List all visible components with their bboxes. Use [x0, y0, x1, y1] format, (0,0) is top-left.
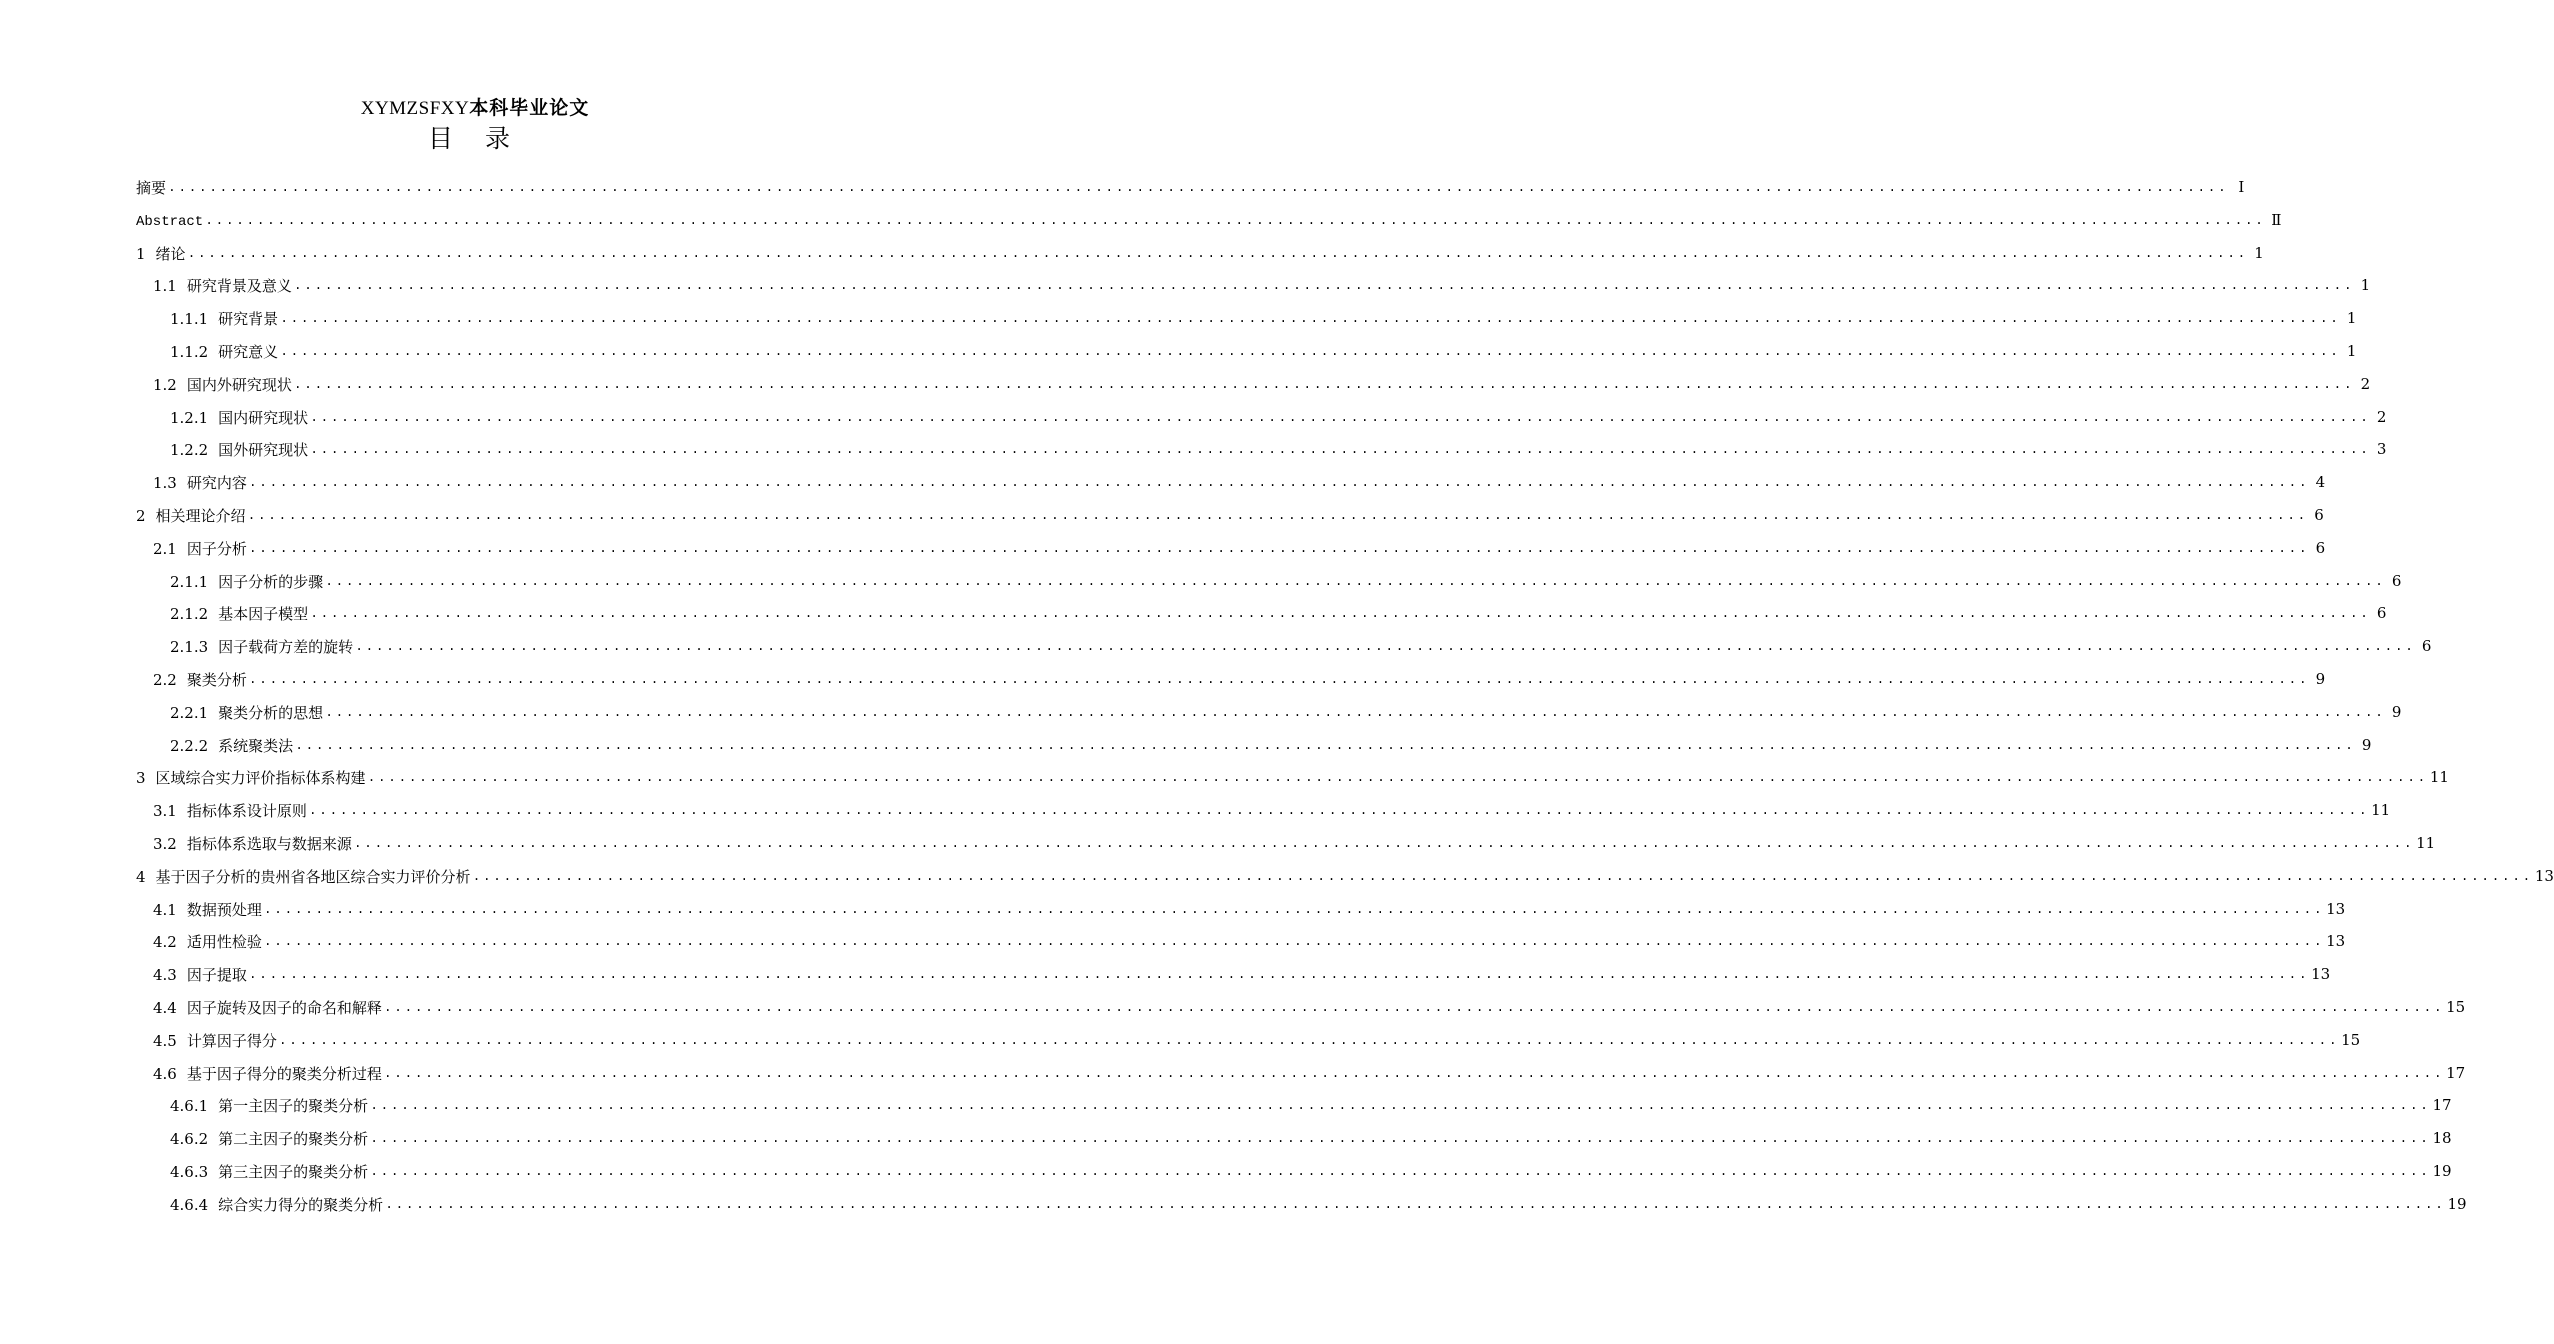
toc-entry-label: [153, 964, 247, 985]
toc-entry[interactable]: [170, 1188, 2467, 1220]
toc-entry[interactable]: [170, 696, 2402, 728]
toc-entry-text: 研究背景: [218, 309, 279, 328]
toc-entry[interactable]: [153, 269, 2371, 301]
toc-entry-text: 因子提取: [186, 965, 247, 984]
toc-entry-number: 4.6.1: [170, 1096, 209, 1115]
toc-leader-dots: ........................................................................................................................................................................................................: [187, 245, 2248, 261]
toc-entry-label: [153, 538, 247, 559]
toc-entry[interactable]: [153, 991, 2466, 1023]
toc-page-number: 1: [2360, 276, 2371, 294]
toc-page-number: 19: [2447, 1195, 2467, 1213]
toc-entry-text: 指标体系设计原则: [186, 801, 307, 820]
toc-entry[interactable]: [170, 335, 2357, 367]
toc-entry-text: 适用性检验: [186, 932, 262, 951]
toc-page-number: 18: [2432, 1129, 2452, 1147]
toc-entry-number: 1.1.2: [170, 342, 209, 361]
toc-entry-label: [153, 997, 382, 1018]
toc-entry-label: [170, 407, 308, 428]
toc-entry[interactable]: [153, 1057, 2466, 1089]
toc-leader-dots: ........................................................................................................................................................................................................: [353, 835, 2415, 851]
toc-page-number: 2: [2376, 408, 2387, 426]
toc-entry-text: 聚类分析的思想: [218, 703, 324, 722]
toc-leader-dots: ........................................................................................................................................................................................................: [280, 310, 2341, 326]
toc-entry-label: [136, 767, 366, 788]
toc-entry[interactable]: [136, 204, 2282, 236]
toc-entry-label: [153, 1030, 277, 1051]
toc-entry-number: 2.2.1: [170, 703, 209, 722]
toc-page-number: 11: [2429, 768, 2449, 786]
toc-entry-number: 3: [136, 768, 146, 787]
toc-entry-label: [170, 1194, 383, 1215]
toc-entry-text: 聚类分析: [186, 670, 247, 689]
toc-entry-text: 第三主因子的聚类分析: [218, 1162, 369, 1181]
toc-leader-dots: ........................................................................................................................................................................................................: [278, 1032, 2340, 1048]
header-cjk: 本科毕业论文: [469, 97, 590, 119]
toc-entry[interactable]: [136, 171, 2245, 203]
toc-entry-number: 4.3: [153, 965, 177, 984]
toc-entry[interactable]: [170, 630, 2432, 662]
toc-leader-dots: ........................................................................................................................................................................................................: [325, 704, 2386, 720]
toc-page-number: 1: [2346, 342, 2357, 360]
toc-page-number: 6: [2391, 572, 2402, 590]
toc-entry[interactable]: [153, 368, 2371, 400]
toc-entry-label: [153, 800, 307, 821]
toc-entry-text: 系统聚类法: [218, 736, 294, 755]
toc-page-number: 6: [2314, 506, 2324, 524]
toc-page-number: 3: [2376, 440, 2387, 458]
toc-entry-text: 国外研究现状: [218, 440, 309, 459]
toc-entry-text: 区域综合实力评价指标体系构建: [155, 768, 366, 787]
toc-entry-number: 1.2: [153, 375, 177, 394]
toc-leader-dots: ........................................................................................................................................................................................................: [248, 474, 2310, 490]
toc-entry-label: [170, 603, 308, 624]
toc-entry-number: 1: [136, 244, 146, 263]
toc-entry-number: 1.2.2: [170, 440, 209, 459]
toc-entry-label: [170, 1095, 368, 1116]
toc-page-number: 1: [2346, 309, 2357, 327]
toc-entry-text: 基于因子分析的贵州省各地区综合实力评价分析: [155, 867, 471, 886]
toc-leader-dots: ........................................................................................................................................................................................................: [385, 1196, 2446, 1212]
toc-page-number: 13: [2326, 900, 2346, 918]
toc-leader-dots: ........................................................................................................................................................................................................: [472, 868, 2533, 884]
toc-entry-text: 综合实力得分的聚类分析: [218, 1195, 384, 1214]
toc-page-number: 11: [2371, 801, 2391, 819]
toc-leader-dots: ........................................................................................................................................................................................................: [383, 1065, 2445, 1081]
toc-entry-label: [170, 341, 278, 362]
toc-entry-text: 国内研究现状: [218, 408, 309, 427]
toc-entry-text: 研究内容: [186, 473, 247, 492]
toc-entry-text: 因子分析: [186, 539, 247, 558]
toc-entry-number: 1.1: [153, 276, 177, 295]
toc-leader-dots: ........................................................................................................................................................................................................: [310, 441, 2371, 457]
toc-page-number: 6: [2315, 539, 2326, 557]
toc-entry-label: [153, 833, 352, 854]
toc-entry[interactable]: [136, 761, 2449, 793]
toc-entry-label: [170, 735, 293, 756]
toc-entry-number: 2: [136, 506, 146, 525]
toc-entry[interactable]: [153, 958, 2331, 990]
toc-page-number: 11: [2416, 834, 2436, 852]
toc-entry-text: 第一主因子的聚类分析: [218, 1096, 369, 1115]
toc-entry[interactable]: [170, 597, 2387, 629]
toc-entry-label: [170, 439, 308, 460]
toc-title: 目 录: [428, 124, 522, 153]
toc-leader-dots: ........................................................................................................................................................................................................: [325, 573, 2386, 589]
toc-entry-number: 1.2.1: [170, 408, 209, 427]
toc-page-number: 6: [2376, 604, 2387, 622]
toc-leader-dots: ........................................................................................................................................................................................................: [247, 507, 2308, 523]
toc-page-number: 9: [2391, 703, 2402, 721]
toc-page-number: Ⅰ: [2238, 178, 2245, 196]
toc-entry[interactable]: [153, 466, 2326, 498]
toc-entry-label: [170, 1128, 368, 1149]
toc-leader-dots: ........................................................................................................................................................................................................: [293, 376, 2355, 392]
toc-entry-number: 4: [136, 867, 146, 886]
toc-leader-dots: ........................................................................................................................................................................................................: [310, 409, 2371, 425]
toc-entry-label: [170, 308, 278, 329]
toc-page-number: 9: [2315, 670, 2326, 688]
toc-leader-dots: ........................................................................................................................................................................................................: [248, 671, 2310, 687]
toc-page-number: 4: [2315, 473, 2326, 491]
toc-entry-label: [153, 931, 262, 952]
toc-entry[interactable]: [153, 925, 2346, 957]
toc-entry-label: [136, 243, 186, 264]
toc-entry[interactable]: [170, 565, 2402, 597]
toc-entry[interactable]: [170, 1155, 2452, 1187]
toc-page-number: 9: [2361, 736, 2372, 754]
toc-leader-dots: ........................................................................................................................................................................................................: [355, 638, 2416, 654]
toc-entry-number: 2.2: [153, 670, 177, 689]
toc-entry-number: 2.1: [153, 539, 177, 558]
toc-entry-text: 研究背景及意义: [186, 276, 292, 295]
toc-page-number: 15: [2341, 1031, 2361, 1049]
toc-leader-dots: ........................................................................................................................................................................................................: [367, 769, 2428, 785]
toc-entry[interactable]: [153, 893, 2346, 925]
toc-entry-number: 4.4: [153, 998, 177, 1017]
toc-entry[interactable]: [153, 532, 2326, 564]
toc-entry-label: [170, 1161, 368, 1182]
toc-leader-dots: ........................................................................................................................................................................................................: [263, 901, 2325, 917]
toc-entry-number: 4.6.3: [170, 1162, 209, 1181]
toc-entry-text: 国内外研究现状: [186, 375, 292, 394]
toc-leader-dots: ........................................................................................................................................................................................................: [293, 277, 2355, 293]
toc-entry[interactable]: [153, 794, 2391, 826]
toc-entry[interactable]: [170, 1122, 2452, 1154]
toc-leader-dots: ........................................................................................................................................................................................................: [383, 999, 2445, 1015]
toc-entry[interactable]: [153, 1024, 2361, 1056]
toc-page-number: 19: [2432, 1162, 2452, 1180]
toc-entry-text: 基本因子模型: [218, 604, 309, 623]
toc-page-number: 17: [2432, 1096, 2452, 1114]
toc-leader-dots: ........................................................................................................................................................................................................: [370, 1130, 2431, 1146]
toc-entry-number: 1.1.1: [170, 309, 209, 328]
toc-entry-text: 因子旋转及因子的命名和解释: [186, 998, 382, 1017]
toc-entry[interactable]: [136, 860, 2554, 892]
toc-entry-number: 3.2: [153, 834, 177, 853]
toc-entry-label: [153, 472, 247, 493]
toc-entry-text: 第二主因子的聚类分析: [218, 1129, 369, 1148]
toc-entry-number: 4.2: [153, 932, 177, 951]
document-header: [0, 96, 950, 121]
toc-entry-number: 4.6.4: [170, 1195, 209, 1214]
toc-entry-label: [136, 211, 203, 230]
toc-entry-label: [170, 702, 323, 723]
toc-entry-number: 4.5: [153, 1031, 177, 1050]
toc-entry[interactable]: [170, 729, 2372, 761]
toc-entry-label: [153, 669, 247, 690]
toc-entry-label: [153, 899, 262, 920]
toc-page-number: 6: [2421, 637, 2432, 655]
toc-leader-dots: ........................................................................................................................................................................................................: [280, 343, 2341, 359]
toc-entry-label: [153, 1063, 382, 1084]
toc-page-number: 15: [2446, 998, 2466, 1016]
toc-entry-text: 指标体系选取与数据来源: [186, 834, 352, 853]
toc-entry-number: 2.1.1: [170, 572, 209, 591]
toc-page-number: 2: [2360, 375, 2371, 393]
toc-entry[interactable]: [153, 827, 2436, 859]
toc-page-number: 17: [2446, 1064, 2466, 1082]
toc-page-number: Ⅱ: [2271, 211, 2282, 229]
toc-entry-label: [136, 177, 166, 198]
toc-entry-text: 绪论: [155, 244, 186, 263]
toc-entry-number: 4.1: [153, 900, 177, 919]
toc-entry[interactable]: [153, 663, 2326, 695]
toc-entry-text: 数据预处理: [186, 900, 262, 919]
toc-leader-dots: ........................................................................................................................................................................................................: [248, 966, 2310, 982]
toc-page-number: 13: [2311, 965, 2331, 983]
toc-leader-dots: ........................................................................................................................................................................................................: [370, 1163, 2431, 1179]
toc-page-number: 1: [2254, 244, 2264, 262]
toc-entry-number: 2.2.2: [170, 736, 209, 755]
toc-entry-label: [153, 374, 292, 395]
toc-entry-number: 4.6: [153, 1064, 177, 1083]
toc-entry-label: [170, 571, 323, 592]
toc-entry[interactable]: [170, 401, 2387, 433]
toc-entry[interactable]: [136, 499, 2324, 531]
toc-entry-label: [170, 636, 353, 657]
toc-entry-text: 研究意义: [218, 342, 279, 361]
toc-leader-dots: ........................................................................................................................................................................................................: [168, 179, 2229, 195]
toc-entry-text: 基于因子得分的聚类分析过程: [186, 1064, 382, 1083]
toc-page-number: 13: [2534, 867, 2554, 885]
toc-entry[interactable]: [170, 1089, 2452, 1121]
toc-entry[interactable]: [170, 302, 2357, 334]
toc-leader-dots: ........................................................................................................................................................................................................: [205, 212, 2266, 228]
toc-entry-label: [136, 505, 246, 526]
toc-entry-text: 因子分析的步骤: [218, 572, 324, 591]
toc-entry-number: 4.6.2: [170, 1129, 209, 1148]
toc-entry-label: [136, 866, 471, 887]
toc-entry-text: 计算因子得分: [186, 1031, 277, 1050]
toc-entry-number: 2.1.2: [170, 604, 209, 623]
toc-entry-number: 1.3: [153, 473, 177, 492]
toc-page-number: 13: [2326, 932, 2346, 950]
toc-entry-text: 相关理论介绍: [155, 506, 246, 525]
toc-entry-number: 2.1.3: [170, 637, 209, 656]
toc-entry-text: 摘要: [136, 178, 167, 197]
toc-entry-label: [153, 275, 292, 296]
toc-leader-dots: ........................................................................................................................................................................................................: [370, 1097, 2431, 1113]
toc-leader-dots: ........................................................................................................................................................................................................: [248, 540, 2310, 556]
header-latin: XYMZSFXY: [360, 98, 470, 119]
toc-entry-text: Abstract: [136, 213, 204, 230]
toc-entry-text: 因子载荷方差的旋转: [218, 637, 354, 656]
toc-leader-dots: ........................................................................................................................................................................................................: [310, 605, 2371, 621]
toc-leader-dots: ........................................................................................................................................................................................................: [308, 802, 2370, 818]
toc-entry[interactable]: [136, 237, 2264, 269]
toc-entry-number: 3.1: [153, 801, 177, 820]
toc-entry[interactable]: [170, 433, 2387, 465]
toc-leader-dots: ........................................................................................................................................................................................................: [295, 737, 2356, 753]
toc-leader-dots: ........................................................................................................................................................................................................: [263, 933, 2325, 949]
